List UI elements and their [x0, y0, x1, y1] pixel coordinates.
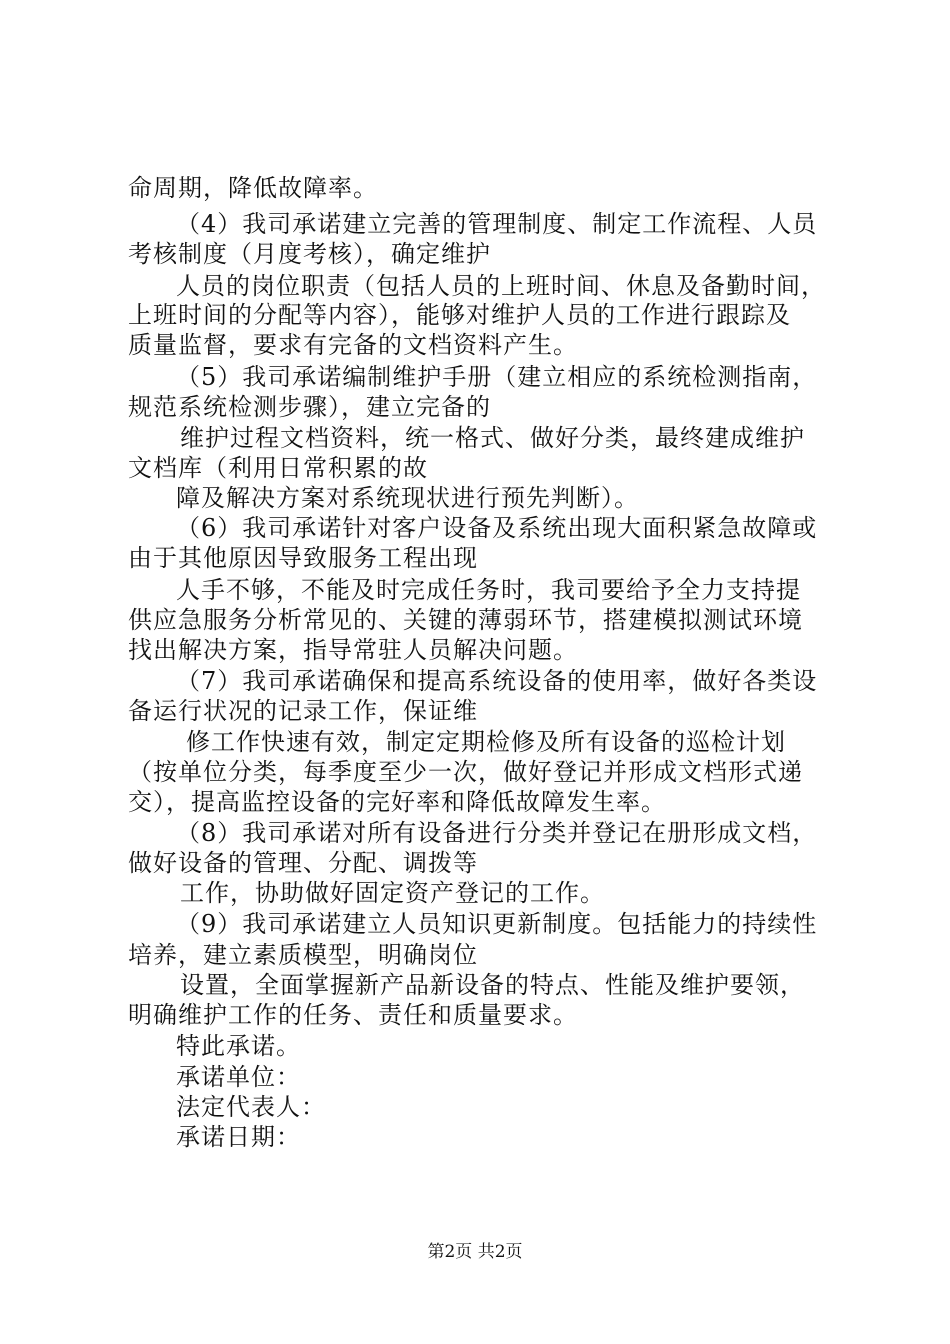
legal-representative-label: 法定代表人： — [176, 1093, 326, 1121]
body-line: 工作，协助做好固定资产登记的工作。 — [180, 879, 605, 907]
body-line: （7）我司承诺确保和提高系统设备的使用率，做好各类设 — [176, 667, 818, 695]
body-line: 规范系统检测步骤），建立完备的 — [128, 393, 491, 421]
body-line: 修工作快速有效，制定定期检修及所有设备的巡检计划 — [186, 728, 786, 756]
body-line: 质量监督，要求有完备的文档资料产生。 — [128, 331, 578, 359]
body-line: 明确维护工作的任务、责任和质量要求。 — [128, 1001, 578, 1029]
body-line: （8）我司承诺对所有设备进行分类并登记在册形成文档， — [176, 819, 818, 847]
body-line: （9）我司承诺建立人员知识更新制度。包括能力的持续性 — [176, 910, 818, 938]
body-line: 人员的岗位职责（包括人员的上班时间、休息及备勤时间， — [176, 272, 826, 300]
body-line: （5）我司承诺编制维护手册（建立相应的系统检测指南， — [176, 363, 818, 391]
body-line: 上班时间的分配等内容），能够对维护人员的工作进行跟踪及 — [128, 301, 791, 329]
body-line: （4）我司承诺建立完善的管理制度、制定工作流程、人员 — [176, 210, 818, 238]
body-line: 维护过程文档资料，统一格式、做好分类，最终建成维护 — [180, 424, 805, 452]
body-line: 考核制度（月度考核），确定维护 — [128, 240, 491, 268]
body-line: 由于其他原因导致服务工程出现 — [128, 544, 478, 572]
commitment-date-label: 承诺日期： — [176, 1123, 301, 1151]
body-line: （6）我司承诺针对客户设备及系统出现大面积紧急故障或 — [176, 514, 818, 542]
body-line: 障及解决方案对系统现状进行预先判断）。 — [176, 484, 639, 512]
body-line: 命周期，降低故障率。 — [128, 174, 378, 202]
body-line: （按单位分类，每季度至少一次，做好登记并形成文档形式递 — [128, 758, 803, 786]
body-line: 做好设备的管理、分配、调拨等 — [128, 849, 478, 877]
body-line: 人手不够，不能及时完成任务时，我司要给予全力支持提 — [176, 576, 801, 604]
body-line: 找出解决方案，指导常驻人员解决问题。 — [128, 636, 578, 664]
body-line: 文档库（利用日常积累的故 — [128, 454, 428, 482]
body-line: 交），提高监控设备的完好率和降低故障发生率。 — [128, 788, 666, 816]
page-number-footer: 第2页 共2页 — [427, 1242, 523, 1262]
signature-unit-label: 承诺单位： — [176, 1063, 301, 1091]
body-line: 培养，建立素质模型，明确岗位 — [128, 941, 478, 969]
body-line: 设置，全面掌握新产品新设备的特点、性能及维护要领， — [180, 971, 805, 999]
body-line: 供应急服务分析常见的、关键的薄弱环节，搭建模拟测试环境 — [128, 606, 803, 634]
body-line: 备运行状况的记录工作，保证维 — [128, 697, 478, 725]
closing-statement: 特此承诺。 — [176, 1032, 301, 1060]
